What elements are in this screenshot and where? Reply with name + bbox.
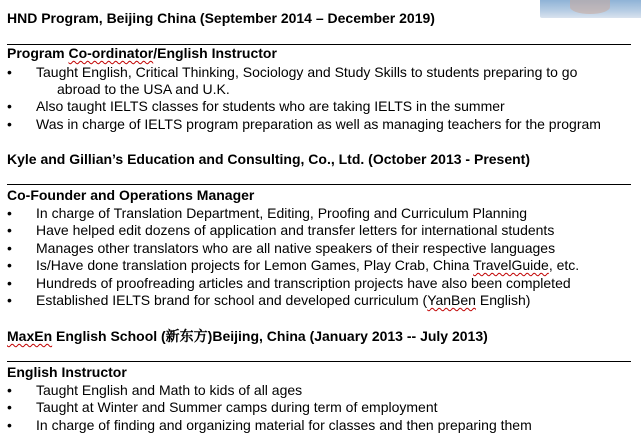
section-rule [7, 184, 631, 185]
bullet-icon: • [7, 205, 12, 221]
org-heading-maxen: MaxEn English School (新东方)Beijing, China (January 2013 -- July 2013) [7, 328, 488, 344]
bullet-icon: • [7, 382, 12, 398]
bullet-continuation: abroad to the USA and U.K. [57, 81, 230, 97]
bullet-text: Established IELTS brand for school and developed curriculum (YanBen English) [36, 292, 531, 308]
bullet-icon: • [7, 64, 12, 80]
org-heading-hnd: HND Program, Beijing China (September 2014 – December 2019) [7, 10, 435, 26]
bullet-text: In charge of Translation Department, Editing, Proofing and Curriculum Planning [36, 205, 528, 221]
bullet-text: Was in charge of IELTS program preparation as well as managing teachers for the program [36, 116, 601, 132]
org-heading-kyle-gillian: Kyle and Gillian’s Education and Consulting, Co., Ltd. (October 2013 - Present) [7, 151, 530, 167]
bullet-icon: • [7, 257, 12, 273]
profile-photo-fragment [540, 0, 641, 18]
bullet-text: Taught at Winter and Summer camps during term of employment [36, 399, 438, 415]
role-title-english-instructor: English Instructor [7, 364, 127, 380]
bullet-text: Taught English and Math to kids of all ages [36, 382, 303, 398]
bullet-icon: • [7, 292, 12, 308]
bullet-text: Taught English, Critical Thinking, Sociology and Study Skills to students preparing to go [36, 64, 578, 80]
bullet-icon: • [7, 98, 12, 114]
role-title-cofounder: Co-Founder and Operations Manager [7, 187, 255, 203]
bullet-text: Manages other translators who are all native speakers of their respective languages [36, 240, 556, 256]
role-title-hnd: Program Co-ordinator/English Instructor [7, 45, 277, 61]
bullet-icon: • [7, 240, 12, 256]
bullet-icon: • [7, 417, 12, 433]
bullet-icon: • [7, 222, 12, 238]
bullet-text: Also taught IELTS classes for students who are taking IELTS in the summer [36, 98, 505, 114]
bullet-text: Is/Have done translation projects for Lemon Games, Play Crab, China TravelGuide, etc. [36, 257, 580, 273]
bullet-text: Have helped edit dozens of application and transfer letters for international students [36, 222, 555, 238]
bullet-text: Hundreds of proofreading articles and transcription projects have also been completed [36, 275, 571, 291]
bullet-icon: • [7, 116, 12, 132]
section-rule [7, 361, 631, 362]
bullet-icon: • [7, 399, 12, 415]
bullet-icon: • [7, 275, 12, 291]
bullet-text: In charge of finding and organizing material for classes and then preparing them [36, 417, 532, 433]
